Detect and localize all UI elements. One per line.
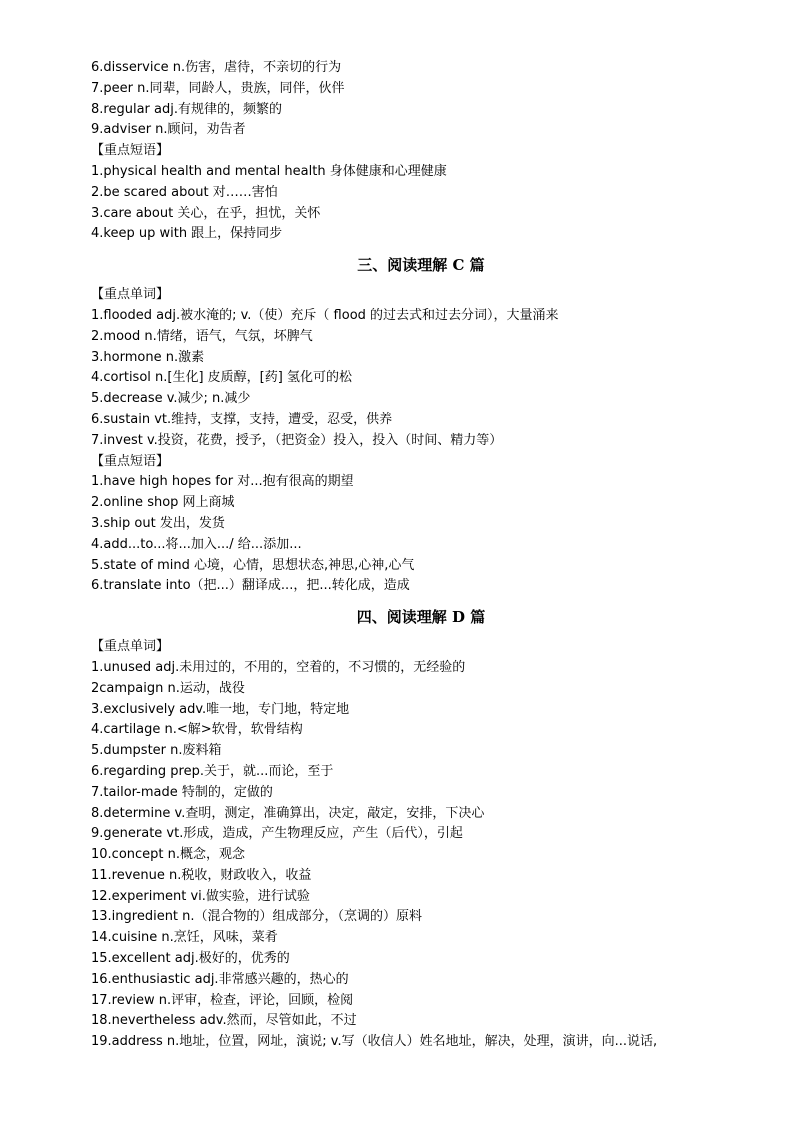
vocab-entry: 9.generate vt.形成，造成，产生物理反应，产生（后代），引起 xyxy=(91,826,463,842)
vocab-entry: 1.flooded adj.被水淹的; v.（使）充斥（ flood 的过去式和过去分词），大量涌来 xyxy=(91,307,559,323)
vocab-entry: 6.disservice n.伤害，虐待，不亲切的行为 xyxy=(91,60,342,75)
section-d-title: 四、阅读理解 D 篇 xyxy=(356,608,486,627)
vocab-entry: 4.cortisol n.[生化] 皮质醇，[药] 氢化可的松 xyxy=(91,370,352,386)
vocab-entry: 3.hormone n.激素 xyxy=(91,349,205,365)
vocab-entry: 6.sustain vt.维持，支撑，支持，遭受，忍受，供养 xyxy=(91,411,393,427)
phrase-entry: 1.have high hopes for 对...抱有很高的期望 xyxy=(91,474,354,490)
vocab-entry: 7.invest v.投资，花费，授予，（把资金）投入，投入（时间、精力等） xyxy=(91,432,503,448)
phrase-entry: 3.ship out 发出，发货 xyxy=(91,515,225,531)
phrase-entry: 1.physical health and mental health 身体健康和心理健康 xyxy=(91,163,447,179)
vocab-entry: 18.nevertheless adv.然而，尽管如此，不过 xyxy=(91,1013,357,1029)
phrases-label: 【重点短语】 xyxy=(91,143,170,159)
vocab-entry: 15.excellent adj.极好的，优秀的 xyxy=(91,951,290,967)
phrase-entry: 3.care about 关心，在乎，担忧，关怀 xyxy=(91,205,321,221)
vocab-entry: 17.review n.评审，检查，评论，回顾，检阅 xyxy=(91,992,354,1008)
vocab-entry: 7.peer n.同辈，同龄人，贵族，同伴，伙伴 xyxy=(91,80,345,96)
vocab-entry: 6.regarding prep.关于，就...而论，至于 xyxy=(91,763,334,779)
phrase-list xyxy=(91,472,751,597)
section-c-title: 三、阅读理解 C 篇 xyxy=(357,256,485,275)
phrase-entry: 6.translate into（把...）翻译成...，把...转化成，造成 xyxy=(91,578,410,594)
phrase-entry: 2.be scared about 对……害怕 xyxy=(91,184,278,200)
section-c xyxy=(91,245,751,597)
vocab-entry: 12.experiment vi.做实验，进行试验 xyxy=(91,888,310,904)
vocab-entry: 16.enthusiastic adj.非常感兴趣的，热心的 xyxy=(91,971,349,987)
phrase-entry: 4.add...to...将...加入.../ 给...添加... xyxy=(91,536,302,552)
phrase-list xyxy=(91,162,751,245)
vocab-entry: 10.concept n.概念，观念 xyxy=(91,847,246,863)
vocab-entry: 5.dumpster n.废料箱 xyxy=(91,743,222,759)
vocab-entry: 7.tailor-made 特制的，定做的 xyxy=(91,784,273,800)
section-b-tail xyxy=(91,58,751,245)
vocab-entry: 8.regular adj.有规律的，频繁的 xyxy=(91,101,282,117)
vocab-entry: 11.revenue n.税收，财政收入，收益 xyxy=(91,867,312,883)
vocab-entry: 5.decrease v.减少; n.减少 xyxy=(91,391,251,407)
section-d xyxy=(91,597,751,1053)
vocab-entry: 1.unused adj.未用过的，不用的，空着的，不习惯的，无经验的 xyxy=(91,659,466,675)
vocab-entry: 8.determine v.查明，测定，准确算出，决定，敲定，安排，下决心 xyxy=(91,805,485,821)
phrase-entry: 5.state of mind 心境，心情，思想状态,神思,心神,心气 xyxy=(91,557,415,573)
vocab-entry: 4.cartilage n.<解>软骨，软骨结构 xyxy=(91,722,303,738)
document-page xyxy=(91,58,751,1053)
vocab-entry: 14.cuisine n.烹饪，风味，菜肴 xyxy=(91,930,278,946)
vocab-entry: 3.exclusively adv.唯一地，专门地，特定地 xyxy=(91,701,350,717)
word-list xyxy=(91,658,751,1053)
phrase-entry: 2.online shop 网上商城 xyxy=(91,495,235,511)
words-label: 【重点单词】 xyxy=(91,639,170,655)
word-list xyxy=(91,58,751,141)
vocab-entry: 9.adviser n.顾问，劝告者 xyxy=(91,122,246,138)
word-list xyxy=(91,306,751,452)
phrase-entry: 4.keep up with 跟上，保持同步 xyxy=(91,226,283,242)
words-label: 【重点单词】 xyxy=(91,287,170,303)
vocab-entry: 19.address n.地址，位置，网址，演说; v.写（收信人）姓名地址，解决，处理，演讲，向...说话, xyxy=(91,1034,658,1050)
phrases-label: 【重点短语】 xyxy=(91,453,170,469)
vocab-entry: 2campaign n.运动，战役 xyxy=(91,680,245,696)
vocab-entry: 13.ingredient n.（混合物的）组成部分，（烹调的）原料 xyxy=(91,909,423,925)
vocab-entry: 2.mood n.情绪，语气，气氛，坏脾气 xyxy=(91,328,313,344)
